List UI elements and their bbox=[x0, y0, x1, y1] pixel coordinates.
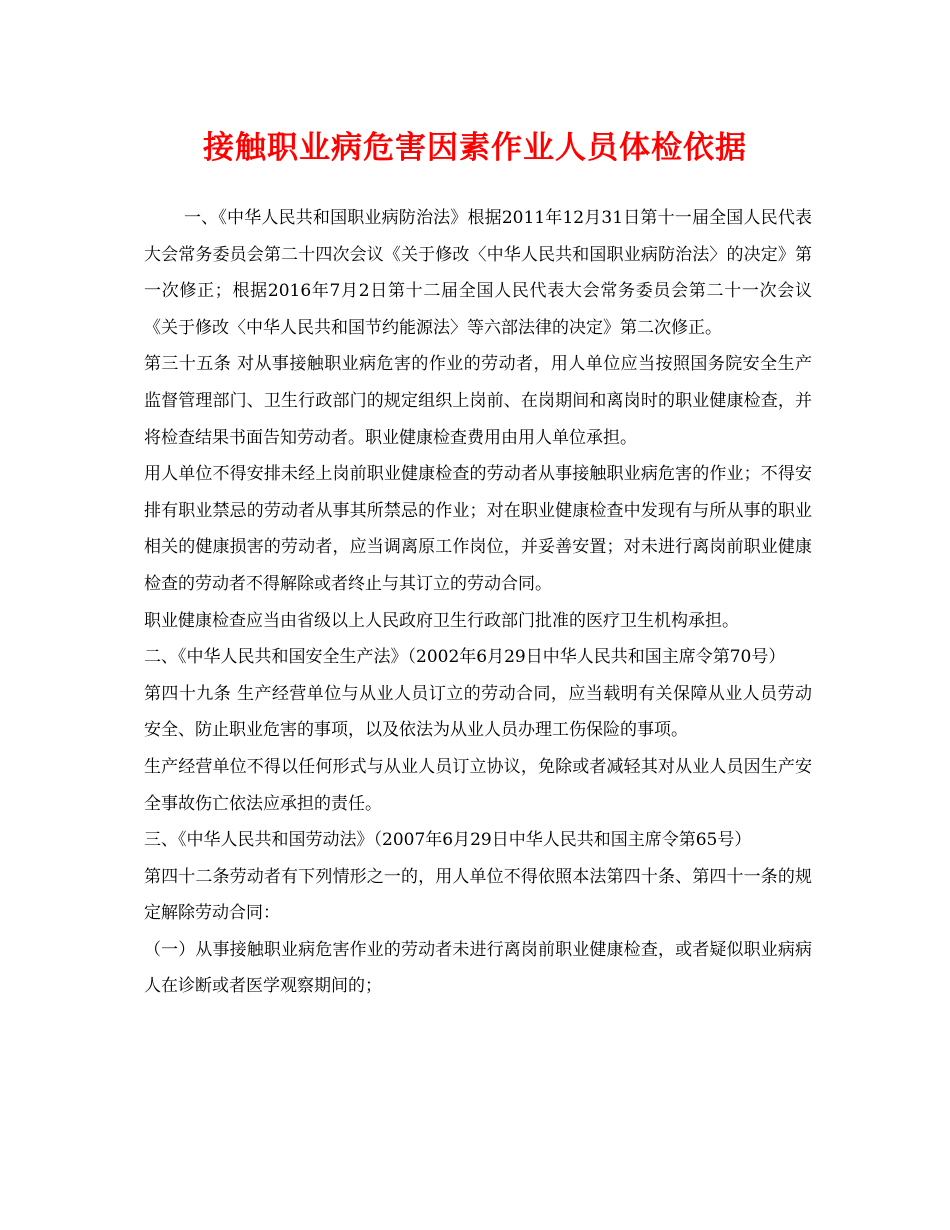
paragraph-law-3-intro: 三、《中华人民共和国劳动法》（2007年6月29日中华人民共和国主席令第65号） bbox=[144, 830, 752, 851]
document-body bbox=[144, 200, 812, 1005]
paragraph-law-1-intro: 一、《中华人民共和国职业病防治法》根据2011年12月31日第十一届全国人民代表大会常务委员会第二十四次会议《关于修改〈中华人民共和国职业病防治法〉的决定》第一次修正；根据2016年7月2日第十二届全国人民代表大会常务委员会第二十一次会议《关于修改〈中华人民共和国节约能源法〉等六部法律的决定》第二次修正。 bbox=[144, 208, 812, 338]
document-title: 接触职业病危害因素作业人员体检依据 bbox=[203, 130, 747, 166]
paragraph-article-35: 第三十五条 对从事接触职业病危害的作业的劳动者，用人单位应当按照国务院安全生产监督管理部门、卫生行政部门的规定组织上岗前、在岗期间和离岗时的职业健康检查，并将检查结果书面告知劳动者。职业健康检查费用由用人单位承担。 bbox=[144, 354, 812, 448]
paragraph-article-35-institution: 职业健康检查应当由省级以上人民政府卫生行政部门批准的医疗卫生机构承担。 bbox=[144, 610, 739, 631]
paragraph-article-35-employer: 用人单位不得安排未经上岗前职业健康检查的劳动者从事接触职业病危害的作业；不得安排有职业禁忌的劳动者从事其所禁忌的作业；对在职业健康检查中发现有与所从事的职业相关的健康损害的劳动者，应当调离原工作岗位，并妥善安置；对未进行离岗前职业健康检查的劳动者不得解除或者终止与其订立的劳动合同。 bbox=[144, 464, 812, 594]
paragraph-article-42: 第四十二条劳动者有下列情形之一的，用人单位不得依照本法第四十条、第四十一条的规定解除劳动合同： bbox=[144, 866, 812, 924]
paragraph-law-2-intro: 二、《中华人民共和国安全生产法》（2002年6月29日中华人民共和国主席令第70号） bbox=[144, 647, 786, 668]
paragraph-article-49: 第四十九条 生产经营单位与从业人员订立的劳动合同，应当载明有关保障从业人员劳动安全、防止职业危害的事项，以及依法为从业人员办理工伤保险的事项。 bbox=[144, 683, 812, 741]
paragraph-article-42-item-1: （一）从事接触职业病危害作业的劳动者未进行离岗前职业健康检查，或者疑似职业病病人在诊断或者医学观察期间的； bbox=[144, 939, 812, 997]
paragraph-article-49-agreement: 生产经营单位不得以任何形式与从业人员订立协议，免除或者减轻其对从业人员因生产安全事故伤亡依法应承担的责任。 bbox=[144, 756, 812, 814]
